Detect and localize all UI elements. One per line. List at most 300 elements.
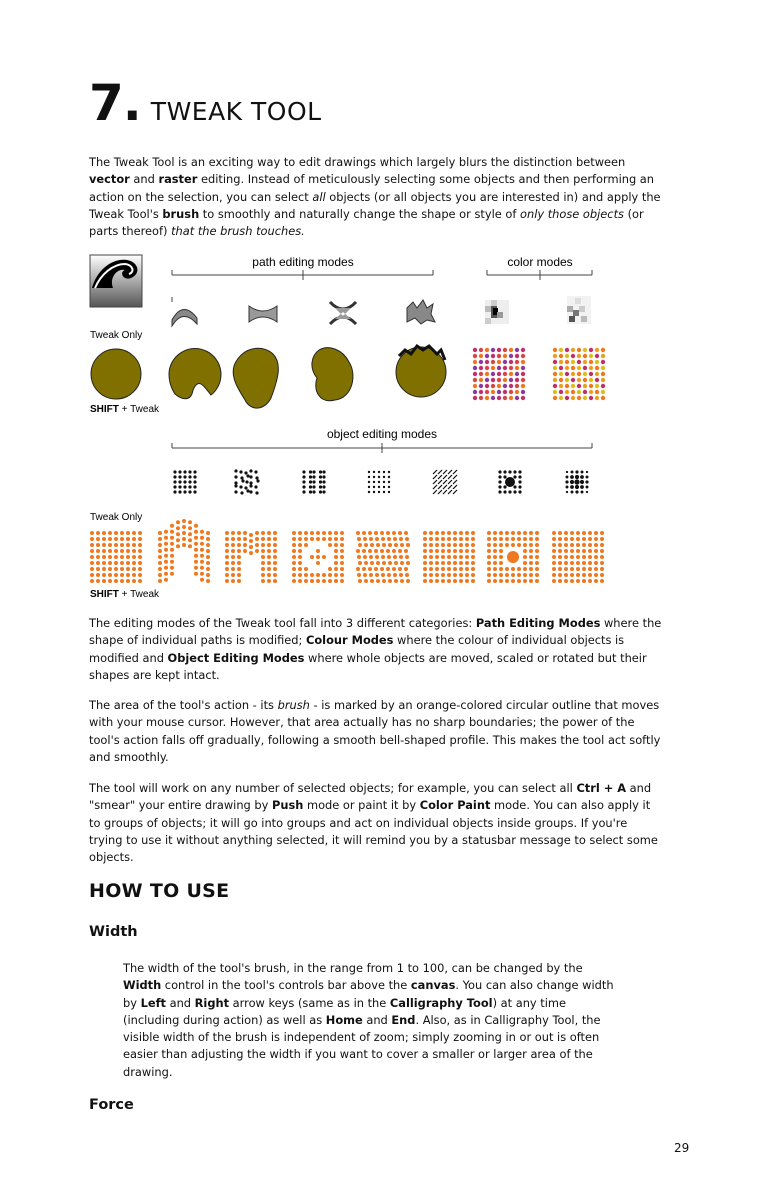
- color-dot: [583, 384, 587, 388]
- color-dot: [491, 378, 495, 382]
- object-mark: [453, 480, 457, 484]
- orange-object: [255, 537, 259, 541]
- object-mark: [503, 475, 506, 478]
- orange-object: [304, 531, 308, 535]
- object-mark: [508, 490, 511, 493]
- orange-object: [188, 520, 192, 524]
- orange-object: [237, 531, 241, 535]
- orange-object: [200, 578, 204, 582]
- orange-object: [200, 548, 204, 552]
- object-mark: [183, 470, 186, 473]
- orange-object: [267, 531, 271, 535]
- orange-object: [126, 555, 130, 559]
- color-dot: [497, 360, 501, 364]
- orange-object: [398, 531, 402, 535]
- object-mark: [302, 485, 305, 488]
- object-mark: [234, 484, 237, 487]
- orange-object: [182, 525, 186, 529]
- orange-object: [120, 549, 124, 553]
- color-dot: [485, 372, 489, 376]
- color-dot: [565, 384, 569, 388]
- object-mark: [373, 491, 375, 493]
- brush-paragraph: The area of the tool's action - its brush - is marked by an orange-colored circular outline that moves with your mouse cursor. However, that area actually has no sharp boundaries; the power of the tool's action falls off gradually, following a smooth bell-shaped profile. This makes the tool act softly and smoothly.: [89, 698, 661, 764]
- object-mark: [581, 471, 584, 474]
- object-mark: [438, 480, 442, 484]
- color-dot: [571, 372, 575, 376]
- object-mark: [586, 476, 589, 479]
- orange-object: [126, 537, 130, 541]
- tweak-only-label-1: Tweak Only: [90, 330, 143, 341]
- orange-object: [164, 578, 168, 582]
- object-mark: [448, 470, 452, 474]
- orange-object: [108, 561, 112, 565]
- orange-object: [158, 549, 162, 553]
- object-mark: [188, 485, 191, 488]
- color-dot: [479, 384, 483, 388]
- orange-object: [404, 567, 408, 571]
- object-mark: [383, 476, 385, 478]
- orange-object: [292, 555, 296, 559]
- orange-object: [423, 567, 427, 571]
- orange-object: [487, 561, 491, 565]
- orange-object: [96, 573, 100, 577]
- orange-object: [564, 579, 568, 583]
- chapter-title: TWEAK TOOL: [150, 97, 322, 126]
- orange-object: [564, 561, 568, 565]
- object-mark: [249, 475, 252, 478]
- orange-object: [102, 573, 106, 577]
- orange-object: [465, 579, 469, 583]
- orange-object: [435, 561, 439, 565]
- orange-object: [102, 537, 106, 541]
- orange-object: [206, 531, 210, 535]
- color-dot: [485, 354, 489, 358]
- orange-object: [194, 536, 198, 540]
- color-dot: [595, 372, 599, 376]
- orange-object: [362, 531, 366, 535]
- orange-object: [340, 561, 344, 565]
- object-mark: [193, 475, 196, 478]
- orange-object: [441, 567, 445, 571]
- orange-object: [381, 573, 385, 577]
- orange-object: [176, 526, 180, 530]
- object-mark: [503, 470, 506, 473]
- orange-object: [182, 531, 186, 535]
- orange-object: [582, 573, 586, 577]
- orange-object: [255, 531, 259, 535]
- orange-object: [400, 561, 404, 565]
- orange-object: [237, 579, 241, 583]
- orange-object: [487, 555, 491, 559]
- orange-object: [231, 543, 235, 547]
- orange-object: [558, 573, 562, 577]
- object-mark: [383, 471, 385, 473]
- orange-object: [194, 530, 198, 534]
- object-mark: [322, 485, 325, 488]
- orange-object: [328, 531, 332, 535]
- orange-object: [138, 579, 142, 583]
- orange-object: [138, 573, 142, 577]
- color-dot: [571, 366, 575, 370]
- orange-object: [273, 549, 277, 553]
- orange-object: [237, 567, 241, 571]
- push-result-shape: [169, 349, 221, 399]
- orange-object: [194, 566, 198, 570]
- color-dot: [595, 360, 599, 364]
- object-mark: [513, 490, 516, 493]
- orange-object: [435, 537, 439, 541]
- orange-object: [423, 537, 427, 541]
- color-dot: [503, 390, 507, 394]
- orange-object: [570, 543, 574, 547]
- orange-object: [529, 579, 533, 583]
- orange-object: [441, 555, 445, 559]
- orange-object: [441, 579, 445, 583]
- object-mark: [378, 481, 380, 483]
- color-dot: [521, 372, 525, 376]
- orange-object: [364, 579, 368, 583]
- object-mark: [498, 475, 501, 478]
- color-dot: [497, 372, 501, 376]
- object-mark: [438, 490, 442, 494]
- orange-object: [423, 555, 427, 559]
- orange-object: [273, 537, 277, 541]
- color-dot: [589, 384, 593, 388]
- orange-object: [200, 572, 204, 576]
- orange-object: [90, 555, 94, 559]
- color-dot: [601, 372, 605, 376]
- object-mark: [586, 486, 589, 489]
- orange-object: [298, 561, 302, 565]
- object-mark: [319, 480, 322, 483]
- object-mark: [448, 485, 452, 489]
- object-mark: [575, 485, 579, 489]
- orange-object: [96, 537, 100, 541]
- orange-object: [340, 579, 344, 583]
- orange-object: [576, 543, 580, 547]
- color-dot: [497, 348, 501, 352]
- orange-object: [132, 579, 136, 583]
- orange-object: [132, 531, 136, 535]
- color-dot: [473, 396, 477, 400]
- orange-object: [200, 560, 204, 564]
- object-mark: [574, 479, 579, 484]
- orange-object: [90, 561, 94, 565]
- orange-object: [564, 531, 568, 535]
- orange-object: [535, 543, 539, 547]
- orange-object: [447, 549, 451, 553]
- object-mark: [183, 490, 186, 493]
- orange-object: [102, 555, 106, 559]
- orange-object: [358, 579, 362, 583]
- orange-object: [376, 561, 380, 565]
- color-dot: [601, 384, 605, 388]
- orange-object: [429, 543, 433, 547]
- orange-object: [96, 549, 100, 553]
- orange-object: [292, 579, 296, 583]
- orange-object: [170, 572, 174, 576]
- object-mark: [188, 490, 191, 493]
- orange-object: [322, 531, 326, 535]
- orange-object: [164, 560, 168, 564]
- orange-object: [576, 537, 580, 541]
- color-dot: [491, 348, 495, 352]
- orange-object: [398, 567, 402, 571]
- orange-object: [243, 549, 247, 553]
- color-dot: [509, 360, 513, 364]
- orange-object: [381, 555, 385, 559]
- object-mark: [249, 484, 252, 487]
- orange-object: [582, 579, 586, 583]
- orange-object: [429, 537, 433, 541]
- orange-object: [261, 555, 265, 559]
- orange-object: [273, 573, 277, 577]
- orange-object: [158, 561, 162, 565]
- orange-object: [292, 567, 296, 571]
- object-mark: [249, 481, 252, 484]
- orange-object: [102, 549, 106, 553]
- color-dot: [515, 384, 519, 388]
- orange-object: [158, 567, 162, 571]
- orange-object: [273, 531, 277, 535]
- object-mark: [319, 490, 322, 493]
- object-mark: [505, 477, 515, 487]
- object-mark: [183, 475, 186, 478]
- object-mark: [575, 470, 578, 473]
- object-mark: [245, 480, 248, 483]
- object-mark: [443, 485, 447, 489]
- orange-object: [558, 561, 562, 565]
- orange-object: [188, 544, 192, 548]
- orange-object: [386, 567, 390, 571]
- color-dot: [509, 354, 513, 358]
- orange-object: [108, 567, 112, 571]
- object-mark: [388, 486, 390, 488]
- orange-object: [453, 531, 457, 535]
- color-dot: [473, 366, 477, 370]
- object-mark: [566, 491, 568, 493]
- orange-object: [435, 579, 439, 583]
- color-dot: [473, 348, 477, 352]
- object-mark: [183, 485, 186, 488]
- attract-mode-icon: [330, 302, 356, 324]
- object-mark: [302, 480, 305, 483]
- orange-object: [405, 555, 409, 559]
- object-mark: [448, 480, 452, 484]
- orange-object: [292, 573, 296, 577]
- orange-object: [334, 561, 338, 565]
- orange-object: [334, 537, 338, 541]
- selection-paragraph: The tool will work on any number of selected objects; for example, you can select all Ctrl + A and "smear" your entire drawing by Push mode or paint it by Color Paint mode. You can also apply it to groups of objects; it will go into groups and act on individual objects inside groups. If you're trying to use it without anything selected, it will remind you by a statusbar message to select some objects.: [89, 781, 658, 865]
- color-dot: [485, 360, 489, 364]
- orange-object: [376, 579, 380, 583]
- orange-object: [423, 531, 427, 535]
- orange-object: [429, 573, 433, 577]
- orange-object: [90, 573, 94, 577]
- tweak-tool-logo-icon: [90, 255, 142, 307]
- orange-object: [376, 543, 380, 547]
- orange-object: [292, 561, 296, 565]
- orange-object: [132, 543, 136, 547]
- orange-object: [447, 561, 451, 565]
- orange-object: [570, 537, 574, 541]
- orange-object: [126, 567, 130, 571]
- orange-object: [273, 555, 277, 559]
- color-dot: [559, 384, 563, 388]
- orange-object: [505, 543, 509, 547]
- shift-tweak-label-2: SHIFT + Tweak: [90, 589, 160, 600]
- orange-object: [423, 543, 427, 547]
- orange-object: [334, 549, 338, 553]
- orange-object: [206, 573, 210, 577]
- orange-object: [126, 543, 130, 547]
- orange-object: [362, 549, 366, 553]
- orange-object: [96, 579, 100, 583]
- color-dot: [589, 366, 593, 370]
- color-dot: [479, 390, 483, 394]
- orange-object: [394, 561, 398, 565]
- color-dot: [491, 396, 495, 400]
- orange-object: [206, 537, 210, 541]
- orange-object: [588, 573, 592, 577]
- orange-object: [582, 549, 586, 553]
- color-dot: [515, 360, 519, 364]
- orange-object: [369, 555, 373, 559]
- color-dot: [559, 354, 563, 358]
- color-dot: [589, 360, 593, 364]
- object-modes-bracket: [172, 443, 592, 453]
- orange-object: [370, 543, 374, 547]
- color-dot: [595, 390, 599, 394]
- orange-object: [158, 531, 162, 535]
- orange-object: [194, 542, 198, 546]
- orange-object: [564, 573, 568, 577]
- path-results-row: [91, 346, 446, 408]
- object-mark: [241, 479, 244, 482]
- color-dot: [503, 396, 507, 400]
- color-dot: [601, 396, 605, 400]
- orange-object: [298, 555, 302, 559]
- orange-object: [429, 561, 433, 565]
- color-dot: [583, 348, 587, 352]
- color-dot: [577, 384, 581, 388]
- orange-object: [447, 543, 451, 547]
- orange-object: [206, 561, 210, 565]
- orange-object: [170, 548, 174, 552]
- orange-object: [114, 531, 118, 535]
- color-dot: [473, 360, 477, 364]
- orange-object: [487, 543, 491, 547]
- object-mark: [309, 485, 312, 488]
- orange-object: [340, 531, 344, 535]
- orange-object: [126, 531, 130, 535]
- object-mark: [383, 491, 385, 493]
- color-dot: [485, 366, 489, 370]
- orange-object: [370, 561, 374, 565]
- orange-object: [393, 573, 397, 577]
- orange-object: [552, 561, 556, 565]
- object-mark: [244, 471, 247, 474]
- orange-object: [398, 549, 402, 553]
- object-mark: [312, 480, 315, 483]
- orange-object: [158, 555, 162, 559]
- color-dot: [583, 366, 587, 370]
- orange-object: [517, 543, 521, 547]
- orange-object: [429, 549, 433, 553]
- orange-object: [261, 537, 265, 541]
- orange-object: [375, 537, 379, 541]
- orange-object: [511, 573, 515, 577]
- path-modes-bracket: [172, 270, 433, 302]
- orange-object: [600, 573, 604, 577]
- orange-object: [132, 567, 136, 571]
- orange-object: [576, 555, 580, 559]
- object-mark: [498, 490, 501, 493]
- orange-object: [471, 531, 475, 535]
- orange-object: [304, 567, 308, 571]
- orange-object: [261, 561, 265, 565]
- object-mark: [388, 481, 390, 483]
- orange-object: [237, 555, 241, 559]
- object-mark: [570, 480, 574, 484]
- color-dot: [473, 384, 477, 388]
- orange-object: [194, 572, 198, 576]
- orange-object: [267, 561, 271, 565]
- object-mode-results: [90, 519, 604, 583]
- orange-object: [102, 567, 106, 571]
- color-dot: [589, 348, 593, 352]
- orange-object: [499, 561, 503, 565]
- color-dot: [485, 378, 489, 382]
- orange-object: [298, 543, 302, 547]
- orange-object: [249, 545, 253, 549]
- orange-object: [375, 555, 379, 559]
- color-modes-bracket: [487, 270, 592, 280]
- color-dot: [521, 384, 525, 388]
- orange-object: [225, 579, 229, 583]
- orange-object: [447, 567, 451, 571]
- orange-object: [487, 531, 491, 535]
- object-mark: [234, 469, 237, 472]
- orange-object: [558, 549, 562, 553]
- orange-object: [465, 561, 469, 565]
- color-dot: [577, 348, 581, 352]
- object-mark: [173, 470, 176, 473]
- orange-object: [423, 549, 427, 553]
- orange-object: [393, 537, 397, 541]
- orange-object: [200, 530, 204, 534]
- color-dot: [589, 378, 593, 382]
- color-dot: [503, 372, 507, 376]
- color-dot: [509, 372, 513, 376]
- orange-object: [225, 531, 229, 535]
- orange-object: [406, 561, 410, 565]
- object-mark: [188, 475, 191, 478]
- orange-object: [310, 531, 314, 535]
- orange-object: [255, 549, 259, 553]
- color-dot: [479, 348, 483, 352]
- orange-object: [552, 573, 556, 577]
- color-dot: [497, 396, 501, 400]
- orange-object: [368, 567, 372, 571]
- color-dot: [565, 360, 569, 364]
- orange-object: [369, 537, 373, 541]
- color-dot: [571, 348, 575, 352]
- object-mark: [240, 476, 243, 479]
- object-mark: [378, 471, 380, 473]
- orange-object: [267, 573, 271, 577]
- color-dot: [565, 396, 569, 400]
